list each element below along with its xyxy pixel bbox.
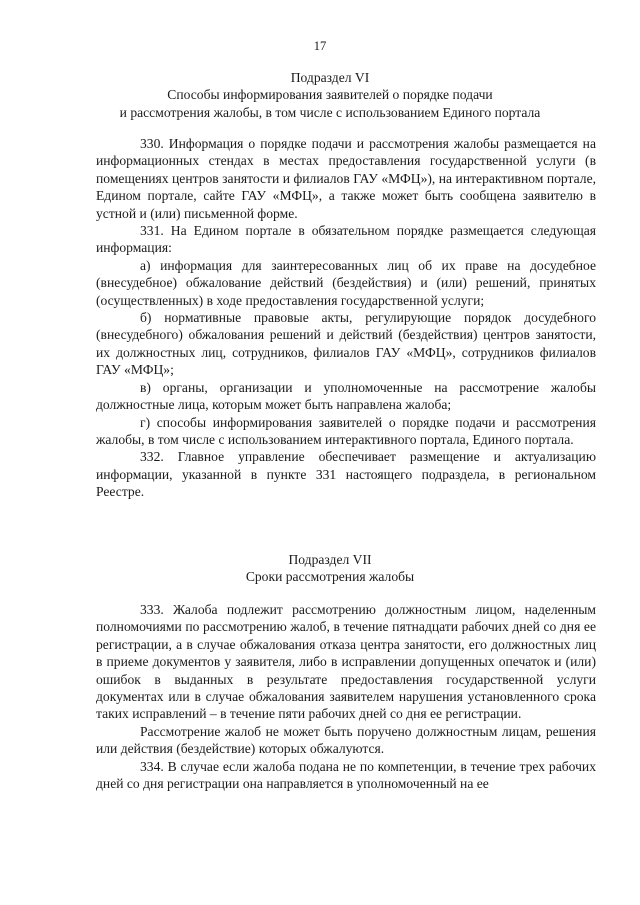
paragraph-331-a: а) информация для заинтересованных лиц об их праве на досудебное (внесудебное) обжалование действий (бездействия) и (или) решений, принятых (осуществленных) в ходе предоставления государственной услуги; [96,257,596,308]
subsection-6-title-line2: и рассмотрения жалобы, в том числе с использованием Единого портала [119,104,541,120]
subsection-7-body [96,601,596,792]
paragraph-334: 334. В случае если жалоба подана не по компетенции, в течение трех рабочих дней со дня регистрации она направляется в уполномоченный на ее [96,758,596,792]
paragraph-333-second: Рассмотрение жалоб не может быть поручено должностным лицам, решения или действия (бездействие) которых обжалуются. [96,723,596,757]
subsection-6-title-line1: Способы информирования заявителей о порядке подачи [167,87,493,103]
subsection-7-title: Сроки рассмотрения жалобы [245,569,415,585]
paragraph-331: 331. На Едином портале в обязательном порядке размещается следующая информация: [96,223,596,256]
paragraph-333: 333. Жалоба подлежит рассмотрению должностным лицом, наделенным полномочиями по рассмотрению жалоб, в течение пятнадцати рабочих дней со дня ее регистрации, а в случае обжалования отказа центра занятости, его должностных лиц в приеме документов у заявителя, либо в исправлении допущенных опечаток и (или) ошибок в выданных в результате предоставления государственной услуги документах или в случае обжалования заявителем нарушения установленного срока таких исправлений – в течение пяти рабочих дней со дня ее регистрации. [96,602,596,722]
paragraph-330: 330. Информация о порядке подачи и рассмотрения жалобы размещается на информационных стендах в местах предоставления государственной услуги (в помещениях центров занятости и филиалов ГАУ «МФЦ»), на интерактивном портале, Едином портале, сайте ГАУ «МФЦ», а также может быть сообщена заявителю в устной и (или) письменной форме. [96,136,596,221]
paragraph-331-g: г) способы информирования заявителей о порядке подачи и рассмотрения жалобы, в том числе с использованием интерактивного портала, Единого портала. [96,414,596,447]
page-number: 17 [313,39,327,53]
subsection-6-header [40,69,620,121]
subsection-7-header [40,551,620,586]
paragraph-331-v: в) органы, организации и уполномоченные на рассмотрение жалобы должностные лица, которым может быть направлена жалоба; [96,379,596,413]
paragraph-332: 332. Главное управление обеспечивает размещение и актуализацию информации, указанной в пункте 331 настоящего подраздела, в региональном Реестре. [96,449,596,500]
subsection-6-heading: Подраздел VI [290,70,370,85]
subsection-7-heading: Подраздел VII [288,552,372,567]
paragraph-331-b: б) нормативные правовые акты, регулирующие порядок досудебного (внесудебного) обжалования решений и действий (бездействия) центров занятости, их должностных лиц, сотрудников, филиалов ГАУ «МФЦ», сотрудников филиалов ГАУ «МФЦ»; [96,310,596,378]
subsection-6-body [96,135,596,501]
